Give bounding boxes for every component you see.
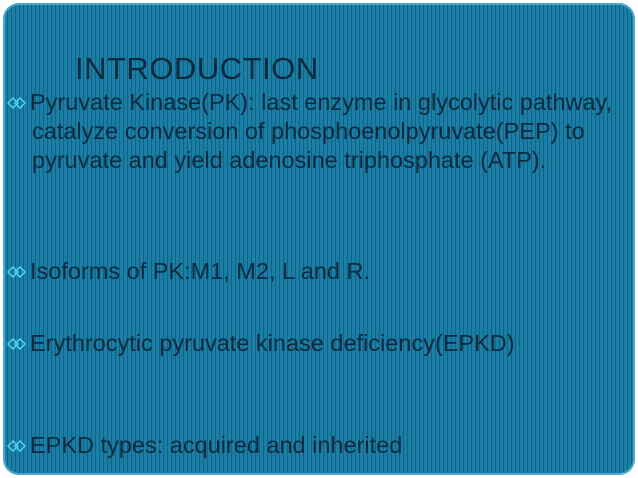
double-diamond-icon — [7, 336, 27, 352]
bullet-item — [7, 88, 627, 175]
bullet-text: Pyruvate Kinase(PK): last enzyme in glycolytic pathway, catalyze conversion of phosphoenolpyruvate(PEP) to pyruvate and yield adenosine triphosphate (ATP). — [30, 89, 613, 173]
bullet-item — [7, 329, 627, 358]
double-diamond-icon — [7, 438, 27, 454]
double-diamond-icon — [7, 264, 27, 280]
double-diamond-icon — [7, 95, 27, 111]
slide — [3, 3, 635, 475]
slide-title: INTRODUCTION — [75, 51, 319, 86]
bullet-item — [7, 257, 627, 286]
bullet-text: EPKD types: acquired and inherited — [30, 432, 403, 458]
bullet-text: Isoforms of PK:M1, M2, L and R. — [30, 258, 371, 284]
bullet-item — [7, 431, 627, 460]
bullet-text: Erythrocytic pyruvate kinase deficiency(EPKD) — [30, 330, 515, 356]
